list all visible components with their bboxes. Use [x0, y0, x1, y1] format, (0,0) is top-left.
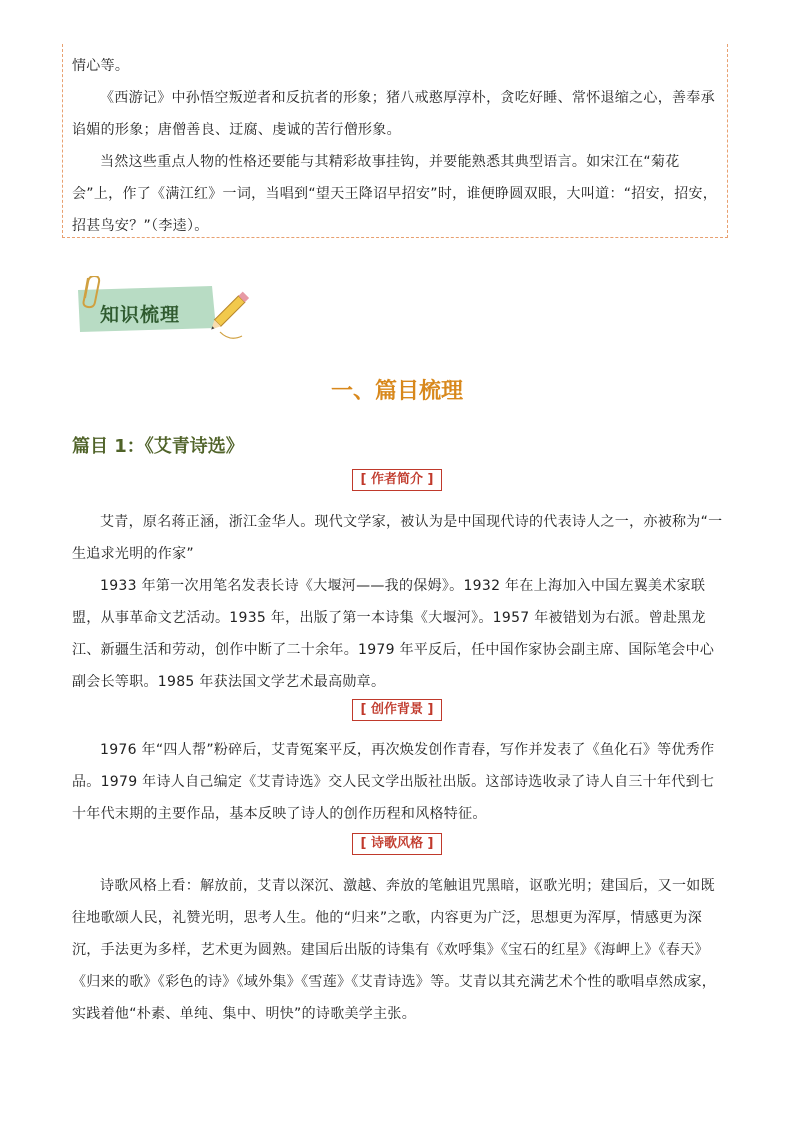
author-intro-label-text: [ 作者简介 ] — [352, 469, 443, 491]
intro-paragraph-3: 当然这些重点人物的性格还要能与其精彩故事挂钩，并要能熟悉其典型语言。如宋江在“菊花会”上，作了《满江红》一词，当唱到“望天王降诏早招安”时，谁便睁圆双眼，大叫道：“招安，招安，招甚鸟安？”（李逵）。 — [72, 154, 718, 234]
piece-title: 篇目 1：《艾青诗选》 — [72, 436, 244, 457]
background-paragraph: 1976 年“四人帮”粉碎后，艾青冤案平反，再次焕发创作青春，写作并发表了《鱼化石》等优秀作品。1979 年诗人自己编定《艾青诗选》交人民文学出版社出版。这部诗选收录了诗人自三十年代到七十年代末期的主要作品，基本反映了诗人的创作历程和风格特征。 — [72, 742, 715, 822]
author-paragraph-1: 艾青，原名蒋正涵，浙江金华人。现代文学家，被认为是中国现代诗的代表诗人之一，亦被称为“一生追求光明的作家” — [72, 514, 723, 562]
style-paragraph: 诗歌风格上看：解放前，艾青以深沉、激越、奔放的笔触诅咒黑暗，讴歌光明；建国后，又一如既往地歌颂人民，礼赞光明，思考人生。他的“归来”之歌，内容更为广泛，思想更为浑厚，情感更为深沉，手法更为多样，艺术更为圆熟。建国后出版的诗集有《欢呼集》《宝石的红星》《海岬上》《春天》《归来的歌》《彩色的诗》《域外集》《雪莲》《艾青诗选》等。艾青以其充满艺术个性的歌唱卓然成家，实践着他“朴素、单纯、集中、明快”的诗歌美学主张。 — [72, 878, 717, 1022]
style-label-text: [ 诗歌风格 ] — [352, 833, 443, 855]
intro-box — [62, 44, 728, 238]
author-paragraph-2: 1933 年第一次用笔名发表长诗《大堰河——我的保姆》。1932 年在上海加入中国左翼美术家联盟，从事革命文艺活动。1935 年，出版了第一本诗集《大堰河》。1957 年被错划为右派。曾赴黑龙江、新疆生活和劳动，创作中断了二十余年。1979 年平反后，任中国作家协会副主席、国际笔会中心副会长等职。1985 年获法国文学艺术最高勋章。 — [72, 578, 715, 690]
intro-line-1: 情心等。 — [72, 58, 130, 74]
background-label — [0, 698, 794, 721]
style-label — [0, 832, 794, 855]
background-label-text: [ 创作背景 ] — [352, 699, 443, 721]
intro-paragraph-2: 《西游记》中孙悟空叛逆者和反抗者的形象；猪八戒憨厚淳朴，贪吃好睡、常怀退缩之心，善奉承谄媚的形象；唐僧善良、迂腐、虔诚的苦行僧形象。 — [72, 90, 715, 138]
section-title: 一、篇目梳理 — [330, 378, 463, 404]
author-intro-label — [0, 468, 794, 491]
knowledge-badge-label: 知识梳理 — [100, 304, 181, 326]
